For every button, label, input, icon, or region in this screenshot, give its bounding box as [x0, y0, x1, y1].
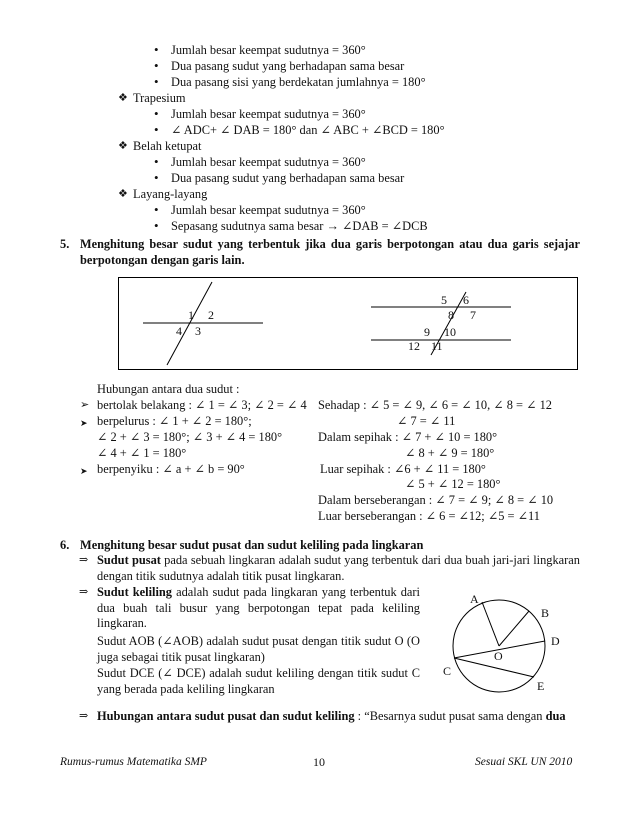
- implies-arrow-icon: ⇒: [79, 710, 89, 722]
- layang-layang-item: • Sepasang sudutnya sama besar → ∠DAB = ∠DCB: [171, 219, 428, 234]
- berpelurus-line2: ∠ 2 + ∠ 3 = 180°; ∠ 3 + ∠ 4 = 180°: [97, 430, 283, 444]
- footer-left: Rumus-rumus Matematika SMP: [60, 756, 207, 768]
- sudut-pusat-paragraph: [79, 553, 580, 584]
- angle-label-12: 12: [408, 339, 420, 353]
- angle-label-10: 10: [444, 325, 456, 339]
- aob-description: Sudut AOB (∠AOB) adalah sudut pusat dengan titik sudut O (O juga sebagai titik pusat lingkaran): [97, 634, 420, 664]
- intersecting-lines-figure: [119, 278, 577, 369]
- angle-label-5: 5: [441, 293, 447, 307]
- dalam-berseberangan: Dalam berseberangan : ∠ 7 = ∠ 9; ∠ 8 = ∠ 10: [318, 493, 554, 507]
- section-6-number: 6.: [60, 538, 70, 552]
- point-label-o: O: [494, 649, 503, 663]
- berpelurus-line3: ∠ 4 + ∠ 1 = 180°: [97, 446, 187, 460]
- angle-label-6: 6: [463, 293, 469, 307]
- belah-ketupat-heading: ❖ Belah ketupat: [118, 139, 202, 153]
- berpenyiku: ➤ berpenyiku : ∠ a + ∠ b = 90°: [97, 462, 245, 477]
- implies-arrow-icon: ⇒: [79, 554, 89, 566]
- berpelurus: ➤ berpelurus : ∠ 1 + ∠ 2 = 180°;: [97, 414, 252, 429]
- trapesium-item: • Jumlah besar keempat sudutnya = 360°: [171, 107, 366, 122]
- section-5-number: 5.: [60, 237, 70, 251]
- angle-label-9: 9: [424, 325, 430, 339]
- section-6-heading: Menghitung besar sudut pusat dan sudut keliling pada lingkaran: [80, 538, 424, 552]
- hubungan-pusat-keliling: [79, 709, 566, 724]
- circle-diagram: [430, 586, 580, 696]
- angle-label-7: 7: [470, 308, 476, 322]
- sudut-pusat-term: Sudut pusat: [97, 553, 161, 567]
- bullet-jumlah-sudut: • Jumlah besar keempat sudutnya = 360°: [171, 43, 366, 58]
- footer-right: Sesuai SKL UN 2010: [475, 756, 573, 768]
- dce-description: Sudut DCE (∠ DCE) adalah sudut keliling dengan titik sudut C yang berada pada keliling lingkaran: [97, 666, 420, 696]
- point-label-c: C: [443, 664, 452, 678]
- angle-label-1: 1: [188, 308, 194, 322]
- hubungan-title: Hubungan antara dua sudut :: [97, 382, 240, 396]
- angle-label-3: 3: [195, 324, 201, 338]
- hubungan-text: : “Besarnya sudut pusat sama dengan: [354, 709, 546, 723]
- triangle-bullet-icon: ➤: [80, 466, 88, 476]
- luar-sepihak-line2: ∠ 5 + ∠ 12 = 180°: [405, 477, 501, 491]
- hubungan-tail: dua: [545, 709, 566, 723]
- bullet-sisi-berdekatan: • Dua pasang sisi yang berdekatan jumlahnya = 180°: [171, 75, 426, 90]
- implies-arrow-icon: ⇒: [79, 586, 89, 598]
- angle-label-8: 8: [448, 308, 454, 322]
- bullet-sudut-berhadapan: • Dua pasang sudut yang berhadapan sama besar: [171, 59, 404, 74]
- arrow-bullet-icon: ➢: [80, 399, 90, 411]
- belah-ketupat-item: • Jumlah besar keempat sudutnya = 360°: [171, 155, 366, 170]
- trapesium-item: • ∠ ADC+ ∠ DAB = 180° dan ∠ ABC + ∠BCD = 180°: [171, 123, 445, 138]
- angle-figure-box: [118, 277, 578, 370]
- radius-oa: [482, 602, 499, 646]
- sudut-keliling-term: Sudut keliling: [97, 585, 173, 599]
- sudut-keliling-paragraph: [79, 585, 420, 632]
- section-5-heading-line2: berpotongan dengan garis lain.: [80, 253, 245, 267]
- luar-berseberangan: Luar berseberangan : ∠ 6 = ∠12; ∠5 = ∠11: [318, 509, 540, 523]
- sudut-keliling-definition: adalah sudut pada lingkaran yang terbentuk dari dua buah tali busur yang berpotongan tepat pada keliling lingkaran.: [97, 585, 420, 630]
- angle-label-11: 11: [431, 339, 443, 353]
- radius-ob: [499, 611, 529, 646]
- section-5-heading-line1: Menghitung besar sudut yang terbentuk jika dua garis berpotongan atau dua garis sejajar: [80, 237, 580, 251]
- point-label-d: D: [551, 634, 560, 648]
- layang-layang-item: • Jumlah besar keempat sudutnya = 360°: [171, 203, 366, 218]
- angle-label-4: 4: [176, 324, 182, 338]
- triangle-bullet-icon: ➤: [80, 418, 88, 428]
- belah-ketupat-item: • Dua pasang sudut yang berhadapan sama besar: [171, 171, 404, 186]
- dalam-sepihak: Dalam sepihak : ∠ 7 + ∠ 10 = 180°: [318, 430, 498, 444]
- diamond-bullet-icon: ❖: [118, 188, 128, 200]
- point-label-e: E: [537, 679, 545, 693]
- diamond-bullet-icon: ❖: [118, 92, 128, 104]
- hubungan-term: Hubungan antara sudut pusat dan sudut keliling: [97, 709, 355, 723]
- dalam-sepihak-line2: ∠ 8 + ∠ 9 = 180°: [405, 446, 495, 460]
- angle-label-2: 2: [208, 308, 214, 322]
- luar-sepihak: Luar sepihak : ∠6 + ∠ 11 = 180°: [320, 462, 486, 476]
- sehadap: Sehadap : ∠ 5 = ∠ 9, ∠ 6 = ∠ 10, ∠ 8 = ∠ 12: [318, 398, 552, 412]
- bertolak-belakang: ➢ bertolak belakang : ∠ 1 = ∠ 3; ∠ 2 = ∠ 4: [80, 398, 307, 412]
- layang-layang-heading: ❖ Layang-layang: [118, 187, 208, 201]
- diamond-bullet-icon: ❖: [118, 140, 128, 152]
- sudut-pusat-definition: pada sebuah lingkaran adalah sudut yang terbentuk dari dua buah jari-jari lingkaran dengan titik sudutnya adalah titik pusat lingkaran.: [97, 553, 580, 583]
- sehadap-line2: ∠ 7 = ∠ 11: [397, 414, 456, 428]
- point-label-a: A: [470, 592, 479, 606]
- page-number: 10: [313, 755, 325, 769]
- trapesium-heading: ❖ Trapesium: [118, 91, 186, 105]
- point-label-b: B: [541, 606, 550, 620]
